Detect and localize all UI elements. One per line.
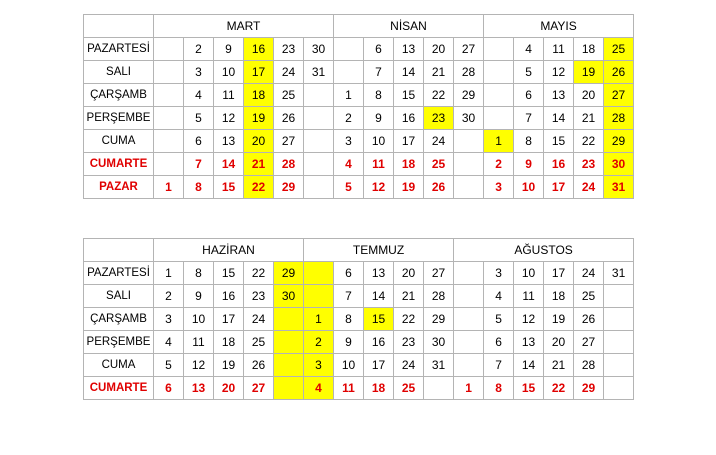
date-cell: 1 [484,130,514,153]
date-cell: 7 [334,285,364,308]
date-cell: 13 [394,38,424,61]
date-cell: 23 [274,38,304,61]
date-cell: 19 [394,176,424,199]
date-cell: 9 [214,38,244,61]
date-cell: 31 [424,354,454,377]
empty-cell [154,130,184,153]
empty-cell [454,331,484,354]
date-cell: 25 [574,285,604,308]
date-cell: 13 [214,130,244,153]
date-cell: 20 [574,84,604,107]
date-cell: 5 [184,107,214,130]
date-cell: 25 [394,377,424,400]
date-cell: 10 [184,308,214,331]
date-cell: 18 [364,377,394,400]
date-cell: 24 [274,61,304,84]
month-name-temmuz: TEMMUZ [304,239,454,262]
date-cell: 4 [184,84,214,107]
empty-cell [604,377,634,400]
date-cell: 1 [154,176,184,199]
date-cell: 31 [604,176,634,199]
date-cell: 10 [514,176,544,199]
date-cell: 16 [394,107,424,130]
date-cell: 17 [244,61,274,84]
date-cell: 19 [214,354,244,377]
date-cell: 4 [484,285,514,308]
empty-cell [604,308,634,331]
date-cell: 4 [334,153,364,176]
empty-cell [304,176,334,199]
empty-cell [304,285,334,308]
date-cell: 10 [334,354,364,377]
date-cell: 9 [334,331,364,354]
date-cell: 20 [394,262,424,285]
date-cell: 8 [514,130,544,153]
empty-cell [604,354,634,377]
date-cell: 10 [214,61,244,84]
date-cell: 25 [424,153,454,176]
date-cell: 24 [394,354,424,377]
date-cell: 27 [244,377,274,400]
empty-cell [604,331,634,354]
calendar-table-mart-nisan-mayis [83,14,634,199]
date-cell: 21 [424,61,454,84]
date-cell: 18 [394,153,424,176]
month-name-agustos: AĞUSTOS [454,239,634,262]
empty-cell [274,308,304,331]
week-row--ar-amb [84,84,634,107]
empty-cell [454,153,484,176]
week-row-pazartesi- [84,38,634,61]
week-row-cuma [84,354,634,377]
date-cell: 28 [454,61,484,84]
month-header-row [84,15,634,38]
date-cell: 26 [244,354,274,377]
empty-cell [154,107,184,130]
date-cell: 13 [364,262,394,285]
empty-cell [454,130,484,153]
date-cell: 30 [454,107,484,130]
date-cell: 6 [364,38,394,61]
empty-cell [154,61,184,84]
month-header-row [84,239,634,262]
month-name-haziran: HAZİRAN [154,239,304,262]
date-cell: 3 [304,354,334,377]
date-cell: 18 [574,38,604,61]
empty-cell [304,262,334,285]
date-cell: 5 [334,176,364,199]
date-cell: 22 [544,377,574,400]
date-cell: 14 [514,354,544,377]
date-cell: 16 [544,153,574,176]
week-row-cuma [84,130,634,153]
day-label: SALI [84,285,154,308]
date-cell: 19 [244,107,274,130]
date-cell: 25 [274,84,304,107]
date-cell: 26 [604,61,634,84]
empty-cell [304,84,334,107]
date-cell: 30 [604,153,634,176]
date-cell: 16 [364,331,394,354]
date-cell: 13 [184,377,214,400]
date-cell: 27 [274,130,304,153]
empty-cell [274,331,304,354]
date-cell: 17 [544,262,574,285]
date-cell: 20 [544,331,574,354]
date-cell: 2 [184,38,214,61]
date-cell: 18 [544,285,574,308]
day-label: SALI [84,61,154,84]
date-cell: 8 [334,308,364,331]
day-label: CUMA [84,354,154,377]
date-cell: 4 [154,331,184,354]
date-cell: 7 [364,61,394,84]
date-cell: 5 [484,308,514,331]
date-cell: 14 [544,107,574,130]
date-cell: 25 [244,331,274,354]
date-cell: 16 [214,285,244,308]
date-cell: 23 [574,153,604,176]
date-cell: 22 [574,130,604,153]
date-cell: 1 [454,377,484,400]
date-cell: 3 [484,262,514,285]
date-cell: 2 [154,285,184,308]
week-row-per-embe [84,107,634,130]
empty-cell [454,285,484,308]
date-cell: 19 [574,61,604,84]
empty-cell [604,285,634,308]
week-row-pazar [84,176,634,199]
corner-cell [84,15,154,38]
date-cell: 12 [214,107,244,130]
date-cell: 20 [244,130,274,153]
empty-cell [154,153,184,176]
empty-cell [484,84,514,107]
empty-cell [154,38,184,61]
date-cell: 29 [424,308,454,331]
date-cell: 28 [574,354,604,377]
date-cell: 7 [514,107,544,130]
date-cell: 5 [514,61,544,84]
date-cell: 15 [214,176,244,199]
date-cell: 12 [514,308,544,331]
date-cell: 14 [364,285,394,308]
date-cell: 21 [394,285,424,308]
date-cell: 14 [394,61,424,84]
date-cell: 24 [574,176,604,199]
date-cell: 2 [304,331,334,354]
empty-cell [454,308,484,331]
day-label: ÇARŞAMB [84,308,154,331]
date-cell: 10 [514,262,544,285]
date-cell: 27 [424,262,454,285]
date-cell: 8 [184,262,214,285]
week-row-cumarte [84,153,634,176]
date-cell: 17 [214,308,244,331]
date-cell: 22 [244,176,274,199]
date-cell: 11 [214,84,244,107]
empty-cell [154,84,184,107]
date-cell: 19 [544,308,574,331]
empty-cell [334,38,364,61]
date-cell: 10 [364,130,394,153]
date-cell: 22 [424,84,454,107]
date-cell: 11 [184,331,214,354]
day-label: PERŞEMBE [84,107,154,130]
week-row--ar-amb [84,308,634,331]
empty-cell [454,262,484,285]
month-name-mart: MART [154,15,334,38]
date-cell: 1 [304,308,334,331]
date-cell: 11 [544,38,574,61]
date-cell: 23 [424,107,454,130]
date-cell: 15 [394,84,424,107]
empty-cell [304,153,334,176]
date-cell: 24 [574,262,604,285]
day-label: PAZARTESİ [84,262,154,285]
date-cell: 20 [424,38,454,61]
date-cell: 9 [184,285,214,308]
date-cell: 21 [544,354,574,377]
date-cell: 7 [484,354,514,377]
date-cell: 3 [334,130,364,153]
week-row-sali [84,285,634,308]
date-cell: 13 [544,84,574,107]
date-cell: 31 [304,61,334,84]
empty-cell [454,176,484,199]
date-cell: 24 [244,308,274,331]
date-cell: 22 [244,262,274,285]
date-cell: 18 [244,84,274,107]
date-cell: 27 [604,84,634,107]
date-cell: 23 [244,285,274,308]
date-cell: 23 [394,331,424,354]
date-cell: 17 [364,354,394,377]
date-cell: 31 [604,262,634,285]
empty-cell [484,38,514,61]
date-cell: 30 [274,285,304,308]
date-cell: 17 [394,130,424,153]
calendar-table-haziran-temmuz-agustos [83,238,634,400]
date-cell: 9 [514,153,544,176]
date-cell: 2 [334,107,364,130]
date-cell: 7 [184,153,214,176]
date-cell: 20 [214,377,244,400]
date-cell: 15 [364,308,394,331]
date-cell: 12 [364,176,394,199]
date-cell: 26 [274,107,304,130]
date-cell: 29 [574,377,604,400]
date-cell: 8 [184,176,214,199]
empty-cell [274,354,304,377]
day-label: CUMARTE [84,377,154,400]
date-cell: 28 [424,285,454,308]
date-cell: 1 [154,262,184,285]
date-cell: 11 [364,153,394,176]
date-cell: 3 [154,308,184,331]
date-cell: 12 [544,61,574,84]
empty-cell [424,377,454,400]
empty-cell [304,130,334,153]
week-row-per-embe [84,331,634,354]
corner-cell [84,239,154,262]
date-cell: 3 [184,61,214,84]
day-label: PAZAR [84,176,154,199]
date-cell: 13 [514,331,544,354]
date-cell: 24 [424,130,454,153]
date-cell: 17 [544,176,574,199]
date-cell: 8 [364,84,394,107]
week-row-sali [84,61,634,84]
date-cell: 15 [544,130,574,153]
date-cell: 30 [304,38,334,61]
date-cell: 15 [514,377,544,400]
date-cell: 6 [154,377,184,400]
day-label: CUMA [84,130,154,153]
day-label: CUMARTE [84,153,154,176]
date-cell: 1 [334,84,364,107]
date-cell: 27 [454,38,484,61]
date-cell: 28 [274,153,304,176]
empty-cell [304,107,334,130]
empty-cell [274,377,304,400]
date-cell: 28 [604,107,634,130]
date-cell: 29 [274,176,304,199]
date-cell: 11 [514,285,544,308]
date-cell: 4 [514,38,544,61]
date-cell: 9 [364,107,394,130]
date-cell: 11 [334,377,364,400]
date-cell: 4 [304,377,334,400]
empty-cell [334,61,364,84]
date-cell: 29 [274,262,304,285]
date-cell: 3 [484,176,514,199]
day-label: ÇARŞAMB [84,84,154,107]
date-cell: 6 [514,84,544,107]
month-name-mayis: MAYIS [484,15,634,38]
date-cell: 8 [484,377,514,400]
date-cell: 25 [604,38,634,61]
empty-cell [454,354,484,377]
date-cell: 18 [214,331,244,354]
date-cell: 30 [424,331,454,354]
date-cell: 6 [484,331,514,354]
date-cell: 14 [214,153,244,176]
date-cell: 15 [214,262,244,285]
date-cell: 6 [184,130,214,153]
date-cell: 27 [574,331,604,354]
empty-cell [484,107,514,130]
date-cell: 21 [244,153,274,176]
date-cell: 16 [244,38,274,61]
week-row-cumarte [84,377,634,400]
date-cell: 6 [334,262,364,285]
day-label: PAZARTESİ [84,38,154,61]
date-cell: 29 [454,84,484,107]
date-cell: 2 [484,153,514,176]
date-cell: 21 [574,107,604,130]
date-cell: 29 [604,130,634,153]
date-cell: 22 [394,308,424,331]
day-label: PERŞEMBE [84,331,154,354]
date-cell: 26 [424,176,454,199]
date-cell: 26 [574,308,604,331]
month-name-nisan: NİSAN [334,15,484,38]
date-cell: 5 [154,354,184,377]
empty-cell [484,61,514,84]
date-cell: 12 [184,354,214,377]
week-row-pazartesi- [84,262,634,285]
